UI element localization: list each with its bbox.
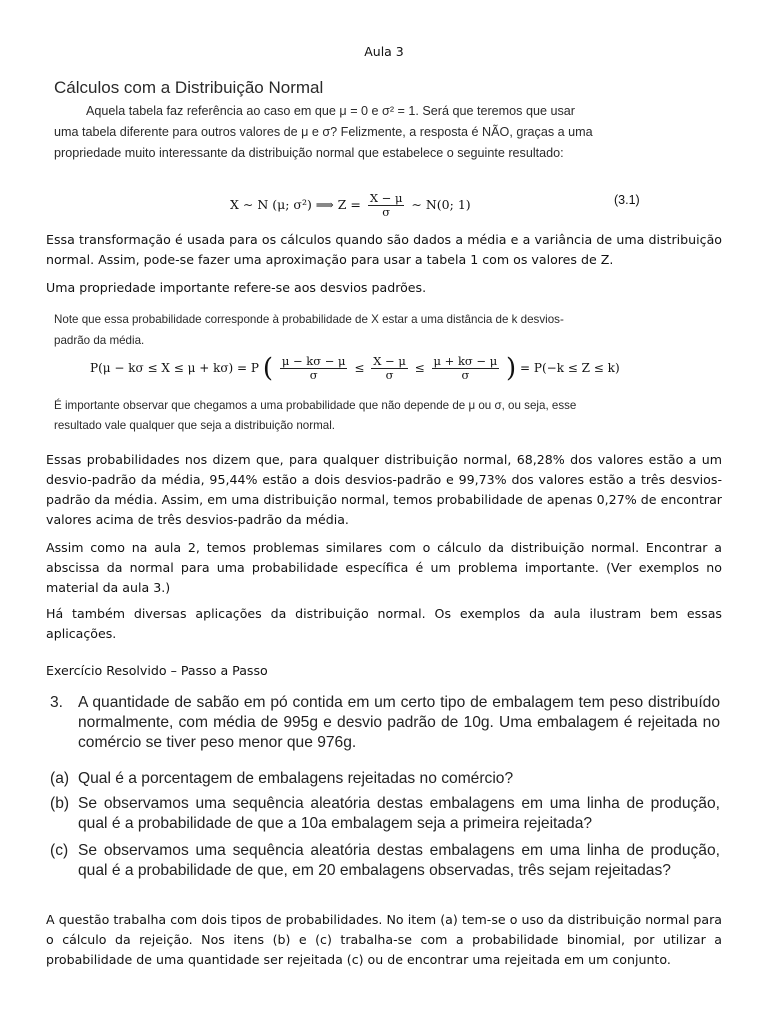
item-c-text: Se observamos uma sequência aleatória destas embalagens em uma linha de produção, qual é a probabilidade de que, em 20 embalagens observadas, três sejam rejeitadas? (78, 842, 720, 879)
equation1-lhs: X ∼ N (μ; σ²) ⟹ Z = (230, 197, 361, 212)
equation2-f2-numerator: X − μ (373, 354, 406, 368)
probabilities-paragraph: Essas probabilidades nos dizem que, para qualquer distribuição normal, 68,28% dos valores estão a um desvio-padrão da média, 95,44% estão a dois desvios-padrão e 99,73% dos valores estão a três desvios-padrão da média. Assim, em uma distribuição normal, temos probabilidade de apenas 0,27% de encontrar valores acima de três desvios-padrão da média. (46, 452, 722, 527)
intro-line-3: propriedade muito interessante da distribuição normal que estabelece o seguinte resultado: (54, 146, 564, 160)
equation-standardization: P(μ − kσ ≤ X ≤ μ + kσ) = P ( $\frac{\mu - k\sigma - \mu}{\sigma}$ ≤ $\frac{X - \mu}{\sigma}$ ≤ $\frac{\mu + k\sigma - \mu}{\sigma}$ ) = P(−k ≤ Z ≤ k) (90, 353, 620, 384)
equation1-numerator: X − μ (369, 191, 403, 205)
equation-number: (3.1) (614, 193, 640, 207)
property-paragraph: Uma propriedade importante refere-se aos desvios padrões. (46, 280, 427, 295)
equation2-le-2: ≤ (414, 361, 425, 375)
equation2-f1-denominator: σ (309, 368, 318, 382)
item-a-label: (a) (50, 770, 70, 787)
note-block-2 (54, 396, 644, 436)
equation2-f3-denominator: σ (461, 368, 470, 382)
item-b-text: Se observamos uma sequência aleatória destas embalagens em uma linha de produção, qual é a probabilidade de que a 10a embalagem seja a primeira rejeitada? (78, 795, 720, 832)
intro-line-1: Aquela tabela faz referência ao caso em que μ = 0 e σ² = 1. Será que teremos que usar (86, 104, 575, 118)
equation2-lhs: P(μ − kσ ≤ X ≤ μ + kσ) = P (90, 361, 259, 375)
problem-text: A quantidade de sabão em pó contida em um certo tipo de embalagem tem peso distribuído normalmente, com média de 995g e desvio padrão de 10g. Uma embalagem é rejeitada no comércio se tiver peso menor que 976g. (78, 694, 720, 751)
problem-number: 3. (50, 694, 64, 711)
equation2-fraction-2 (371, 355, 408, 382)
page-header: Aula 3 (364, 44, 404, 59)
transform-paragraph: Essa transformação é usada para os cálculos quando são dados a média e a variância de uma distribuição normal. Assim, pode-se fazer uma aproximação para usar a tabela 1 com os valores de Z. (46, 232, 722, 267)
intro-paragraph (54, 101, 710, 164)
note-line-2: padrão da média. (54, 334, 145, 347)
item-a-text: Qual é a porcentagem de embalagens rejeitadas no comércio? (78, 770, 514, 787)
final-paragraph: A questão trabalha com dois tipos de probabilidades. No item (a) tem-se o uso da distribuição normal para o cálculo da rejeição. Nos itens (b) e (c) trabalha-se com a probabilidade binomial, por utilizar a probabilidade de uma quantidade ser rejeitada (c) ou de encontrar uma rejeitada em um conjunto. (46, 912, 722, 967)
equation2-f1-numerator: μ − kσ − μ (281, 354, 346, 368)
exercise-title: Exercício Resolvido – Passo a Passo (46, 663, 268, 678)
problem-item-a (50, 769, 720, 789)
note2-line-1: É importante observar que chegamos a uma probabilidade que não depende de μ ou σ, ou seja, esse (54, 399, 577, 412)
problem-statement (50, 693, 720, 753)
section-title: Cálculos com a Distribuição Normal (54, 78, 324, 97)
equation2-f2-denominator: σ (385, 368, 394, 382)
applications-paragraph: Há também diversas aplicações da distribuição normal. Os exemplos da aula ilustram bem essas aplicações. (46, 606, 722, 641)
item-b-label: (b) (50, 795, 70, 812)
equation1-denominator: σ (382, 205, 391, 219)
note-block (54, 309, 644, 351)
problem-item-c (50, 841, 720, 881)
equation2-f3-numerator: μ + kσ − μ (433, 354, 498, 368)
intro-line-2: uma tabela diferente para outros valores de μ e σ? Felizmente, a resposta é NÃO, graças a uma (54, 125, 593, 139)
equation2-rhs: = P(−k ≤ Z ≤ k) (520, 361, 620, 375)
note2-line-2: resultado vale qualquer que seja a distribuição normal. (54, 419, 335, 432)
note-line-1: Note que essa probabilidade corresponde à probabilidade de X estar a uma distância de k desvios- (54, 313, 564, 326)
aula2-paragraph: Assim como na aula 2, temos problemas similares com o cálculo da distribuição normal. Encontrar a abscissa da normal para uma probabilidade específica é um problema importante. (Ver exemplos no material da aula 3.) (46, 540, 722, 595)
equation1-fraction (368, 192, 405, 219)
equation-3-1 (54, 186, 654, 219)
item-c-label: (c) (50, 842, 69, 859)
equation2-fraction-1 (280, 355, 348, 382)
equation1-rhs: ∼ N(0; 1) (411, 197, 471, 212)
equation2-fraction-3 (432, 355, 500, 382)
equation2-le-1: ≤ (354, 361, 365, 375)
problem-item-b (50, 794, 720, 834)
